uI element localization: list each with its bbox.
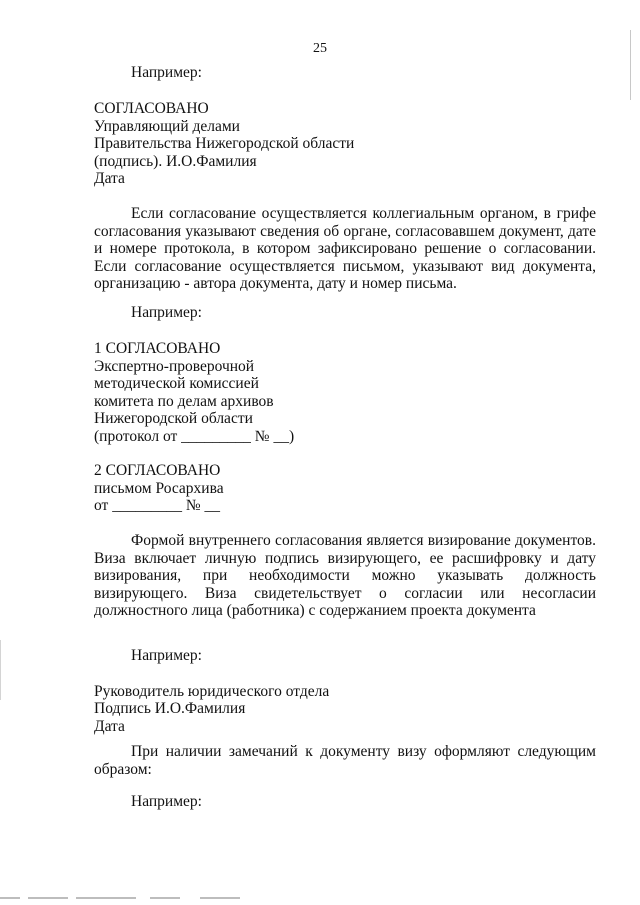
scan-edge-mark-left [0, 640, 1, 700]
agreement-stamp-line: (подпись). И.О.Фамилия [94, 153, 257, 170]
agreement-stamp-line: (протокол от _________ № __) [94, 428, 295, 445]
agreement-stamp-title: СОГЛАСОВАНО [94, 100, 209, 117]
agreement-stamp-line: письмом Росархива [94, 480, 224, 497]
agreement-stamp-line: комитета по делам архивов [94, 393, 274, 410]
page-number: 25 [313, 41, 327, 56]
agreement-stamp-line: методической комиссией [94, 375, 259, 392]
agreement-stamp-title: 1 СОГЛАСОВАНО [94, 340, 221, 357]
agreement-stamp-line: Правительства Нижегородской области [94, 135, 355, 152]
agreement-stamp-line: Дата [94, 170, 125, 187]
agreement-stamp-line: Экспертно-проверочной [94, 358, 255, 375]
visa-line: Руководитель юридического отдела [94, 683, 330, 700]
visa-line: Подпись И.О.Фамилия [94, 700, 246, 717]
scan-bottom-artifact [0, 893, 640, 905]
example-label-3: Например: [131, 647, 202, 664]
agreement-stamp-line: от _________ № __ [94, 497, 220, 514]
example-label-1: Например: [131, 64, 202, 81]
body-paragraph-2: Формой внутреннего согласования является визирование документов. Виза включает личную подпись визирующего, ее расшифровку и дату визирования, при необходимости можно указывать должность визирующего. Виза свидетельствует о согласии или несогласии должностного лица (работника) с содержанием проекта документа [94, 532, 596, 619]
agreement-stamp-line: Нижегородской области [94, 410, 253, 427]
agreement-stamp-title: 2 СОГЛАСОВАНО [94, 462, 221, 479]
body-paragraph-3: При наличии замечаний к документу визу оформляют следующим образом: [94, 743, 596, 778]
visa-line: Дата [94, 718, 125, 735]
body-paragraph-1: Если согласование осуществляется коллегиальным органом, в грифе согласования указывают сведения об органе, согласовавшем документ, дате и номере протокола, в котором зафиксировано решение о согласовании. Если согласование осуществляется письмом, указывают вид документа, организацию - автора документа, дату и номер письма. [94, 205, 596, 292]
example-label-2: Например: [131, 304, 202, 321]
example-label-4: Например: [131, 793, 202, 810]
agreement-stamp-line: Управляющий делами [94, 118, 240, 135]
